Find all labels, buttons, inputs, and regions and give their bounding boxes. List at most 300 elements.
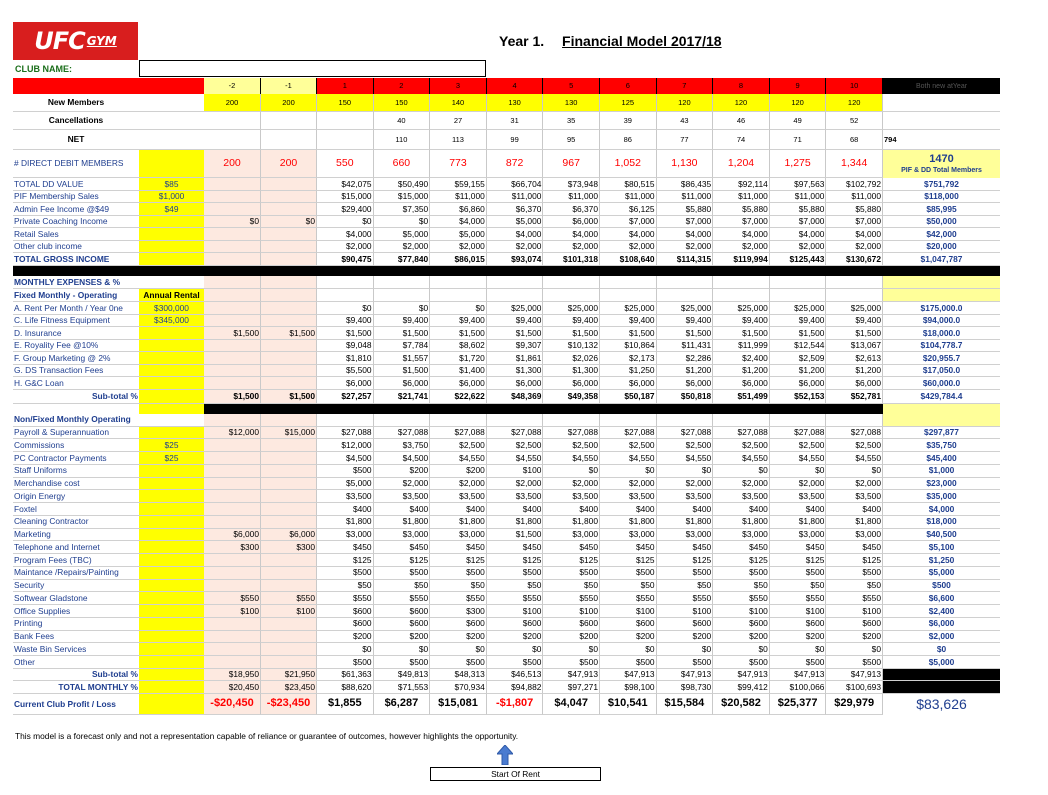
value-cell xyxy=(770,276,827,289)
rate-cell xyxy=(139,150,204,178)
value-cell: $2,000 xyxy=(770,241,827,254)
value-cell: $400 xyxy=(430,503,487,516)
value-cell: $1,855 xyxy=(317,694,374,715)
value-cell xyxy=(770,289,827,302)
value-cell: $200 xyxy=(657,631,714,644)
value-cell: $12,544 xyxy=(770,340,827,353)
value-cell: $1,800 xyxy=(826,516,883,529)
value-cell: $11,000 xyxy=(600,191,657,204)
value-cell: $0 xyxy=(543,465,600,478)
value-cell xyxy=(204,253,261,266)
value-cell: $500 xyxy=(487,656,544,669)
row-label: C. Life Fitness Equipment xyxy=(13,315,139,328)
value-cell: $6,000 xyxy=(261,529,317,542)
value-cell: $0 xyxy=(374,643,431,656)
value-cell: -$20,450 xyxy=(204,694,261,715)
value-cell: $1,800 xyxy=(317,516,374,529)
value-cell: $27,088 xyxy=(657,427,714,440)
value-cell: $6,000 xyxy=(374,377,431,390)
value-cell: $3,500 xyxy=(487,490,544,503)
value-cell: $600 xyxy=(317,618,374,631)
row-label: PIF Membership Sales xyxy=(13,191,139,204)
value-cell: $50 xyxy=(487,580,544,593)
value-cell: $50 xyxy=(713,580,770,593)
value-cell: $1,800 xyxy=(657,516,714,529)
value-cell: $450 xyxy=(374,541,431,554)
row-label: Printing xyxy=(13,618,139,631)
row-label: Current Club Profit / Loss xyxy=(13,694,139,715)
total-cell: $429,784.4 xyxy=(883,390,1000,404)
value-cell xyxy=(204,340,261,353)
value-cell: $450 xyxy=(826,541,883,554)
rate-cell xyxy=(139,365,204,378)
value-cell: $6,000 xyxy=(317,377,374,390)
table-row xyxy=(13,618,1000,631)
value-cell: $1,800 xyxy=(374,516,431,529)
value-cell: $20,450 xyxy=(204,681,261,694)
value-cell: $7,000 xyxy=(600,216,657,229)
table-row xyxy=(13,365,1000,378)
row-label: Admin Fee Income @$49 xyxy=(13,203,139,216)
value-cell xyxy=(204,490,261,503)
page-title xyxy=(499,33,722,49)
value-cell: $6,000 xyxy=(487,377,544,390)
value-cell xyxy=(713,414,770,427)
value-cell xyxy=(487,414,544,427)
value-cell: $7,000 xyxy=(657,216,714,229)
value-cell: $11,000 xyxy=(826,191,883,204)
value-cell: $100,066 xyxy=(770,681,827,694)
value-cell: $5,000 xyxy=(430,228,487,241)
value-cell: $0 xyxy=(657,643,714,656)
row-label: Program Fees (TBC) xyxy=(13,554,139,567)
value-cell: $400 xyxy=(543,503,600,516)
table-row xyxy=(13,439,1000,452)
value-cell: 550 xyxy=(317,150,374,178)
row-label: G. DS Transaction Fees xyxy=(13,365,139,378)
value-cell xyxy=(261,567,317,580)
value-cell: $9,400 xyxy=(317,315,374,328)
value-cell xyxy=(261,478,317,491)
value-cell: $3,000 xyxy=(374,529,431,542)
value-cell: $6,000 xyxy=(770,377,827,390)
value-cell: 74 xyxy=(713,130,770,150)
value-cell: $1,300 xyxy=(543,365,600,378)
rate-cell xyxy=(139,253,204,266)
value-cell: $450 xyxy=(487,541,544,554)
value-cell: $130,672 xyxy=(826,253,883,266)
total-cell: $50,000 xyxy=(883,216,1000,229)
row-label: A. Rent Per Month / Year 0ne xyxy=(13,302,139,315)
value-cell: $47,913 xyxy=(600,669,657,682)
total-cell: $5,000 xyxy=(883,567,1000,580)
value-cell: $1,800 xyxy=(770,516,827,529)
value-cell: $98,730 xyxy=(657,681,714,694)
rate-cell: $345,000 xyxy=(139,315,204,328)
value-cell: $1,500 xyxy=(374,365,431,378)
value-cell: $21,741 xyxy=(374,390,431,404)
total-cell xyxy=(883,669,1000,682)
value-cell: $11,000 xyxy=(430,191,487,204)
value-cell: $25,000 xyxy=(713,302,770,315)
value-cell xyxy=(204,228,261,241)
table-cell xyxy=(139,404,204,414)
row-label: New Members xyxy=(13,94,139,112)
value-cell: $6,000 xyxy=(826,377,883,390)
total-cell xyxy=(883,414,1000,427)
table-row xyxy=(13,150,1000,178)
value-cell: 68 xyxy=(826,130,883,150)
row-label: TOTAL DD VALUE xyxy=(13,178,139,191)
club-name-field[interactable] xyxy=(139,60,486,77)
value-cell: $0 xyxy=(770,643,827,656)
rate-cell xyxy=(139,554,204,567)
value-cell: $9,400 xyxy=(657,315,714,328)
value-cell: 27 xyxy=(430,112,487,130)
value-cell: 39 xyxy=(600,112,657,130)
value-cell: $0 xyxy=(826,643,883,656)
value-cell: $0 xyxy=(713,643,770,656)
total-cell: $2,000 xyxy=(883,631,1000,644)
value-cell: $600 xyxy=(826,618,883,631)
value-cell: 49 xyxy=(770,112,827,130)
value-cell: $2,000 xyxy=(374,478,431,491)
total-cell: $0 xyxy=(883,643,1000,656)
table-cell xyxy=(13,78,139,94)
table-row xyxy=(13,404,1000,414)
value-cell: $4,550 xyxy=(713,452,770,465)
value-cell: $50,187 xyxy=(600,390,657,404)
value-cell: $300 xyxy=(430,605,487,618)
rate-cell xyxy=(139,516,204,529)
month-header: 10 xyxy=(826,78,883,94)
value-cell: $450 xyxy=(770,541,827,554)
rate-cell xyxy=(139,580,204,593)
total-cell: $104,778.7 xyxy=(883,340,1000,353)
row-label: NET xyxy=(13,130,139,150)
total-cell: $60,000.0 xyxy=(883,377,1000,390)
value-cell: $1,800 xyxy=(600,516,657,529)
value-cell xyxy=(204,352,261,365)
value-cell: $600 xyxy=(374,605,431,618)
value-cell: $125 xyxy=(826,554,883,567)
table-row xyxy=(13,452,1000,465)
value-cell: 52 xyxy=(826,112,883,130)
value-cell: $400 xyxy=(600,503,657,516)
value-cell xyxy=(317,276,374,289)
value-cell: $2,500 xyxy=(713,439,770,452)
total-cell: $118,000 xyxy=(883,191,1000,204)
value-cell: $2,000 xyxy=(543,241,600,254)
total-cell xyxy=(883,150,1000,178)
row-label: E. Royality Fee @10% xyxy=(13,340,139,353)
value-cell xyxy=(261,414,317,427)
value-cell: 1,275 xyxy=(770,150,827,178)
rate-cell xyxy=(139,94,204,112)
table-row xyxy=(13,669,1000,682)
value-cell: $500 xyxy=(317,465,374,478)
row-label: Softwear Gladstone xyxy=(13,592,139,605)
rate-cell xyxy=(139,618,204,631)
rate-cell xyxy=(139,669,204,682)
value-cell: $6,370 xyxy=(543,203,600,216)
value-cell: 130 xyxy=(543,94,600,112)
value-cell xyxy=(261,580,317,593)
value-cell: $450 xyxy=(713,541,770,554)
value-cell: $7,000 xyxy=(826,216,883,229)
value-cell xyxy=(317,130,374,150)
value-cell: $125 xyxy=(317,554,374,567)
value-cell: $1,800 xyxy=(713,516,770,529)
value-cell xyxy=(204,130,261,150)
value-cell: $2,500 xyxy=(770,439,827,452)
value-cell: $450 xyxy=(543,541,600,554)
value-cell: $98,100 xyxy=(600,681,657,694)
value-cell: $1,250 xyxy=(600,365,657,378)
value-cell: $600 xyxy=(487,618,544,631)
total-cell: 794 xyxy=(883,130,1000,150)
value-cell: $9,400 xyxy=(374,315,431,328)
value-cell: $15,000 xyxy=(374,191,431,204)
total-cell: $751,792 xyxy=(883,178,1000,191)
value-cell: 1,130 xyxy=(657,150,714,178)
value-cell: $200 xyxy=(713,631,770,644)
row-label: PC Contractor Payments xyxy=(13,452,139,465)
value-cell: $21,950 xyxy=(261,669,317,682)
value-cell: $1,200 xyxy=(657,365,714,378)
value-cell: $600 xyxy=(374,618,431,631)
rate-cell xyxy=(139,216,204,229)
row-label: Commissions xyxy=(13,439,139,452)
value-cell: 200 xyxy=(204,94,261,112)
value-cell: $450 xyxy=(600,541,657,554)
table-row xyxy=(13,94,1000,112)
row-label: Retail Sales xyxy=(13,228,139,241)
value-cell: $0 xyxy=(657,465,714,478)
value-cell: 1,052 xyxy=(600,150,657,178)
value-cell: $11,431 xyxy=(657,340,714,353)
value-cell: $550 xyxy=(600,592,657,605)
value-cell: $10,132 xyxy=(543,340,600,353)
value-cell: $1,500 xyxy=(600,327,657,340)
value-cell: $51,499 xyxy=(713,390,770,404)
value-cell: $6,000 xyxy=(543,216,600,229)
total-cell: $85,995 xyxy=(883,203,1000,216)
club-name-label: CLUB NAME: xyxy=(15,64,72,74)
value-cell: $6,000 xyxy=(713,377,770,390)
value-cell: 99 xyxy=(487,130,544,150)
value-cell: $27,088 xyxy=(543,427,600,440)
value-cell: $97,563 xyxy=(770,178,827,191)
row-label: Staff Uniforms xyxy=(13,465,139,478)
value-cell: $4,047 xyxy=(543,694,600,715)
value-cell: $15,081 xyxy=(430,694,487,715)
value-cell: $125 xyxy=(430,554,487,567)
total-cell: $6,000 xyxy=(883,618,1000,631)
table-row xyxy=(13,327,1000,340)
table-row xyxy=(13,191,1000,204)
value-cell: $11,000 xyxy=(487,191,544,204)
value-cell: $125 xyxy=(487,554,544,567)
logo-brand: UFC xyxy=(34,27,85,55)
table-row xyxy=(13,112,1000,130)
value-cell: $600 xyxy=(657,618,714,631)
rate-cell xyxy=(139,567,204,580)
value-cell: $10,864 xyxy=(600,340,657,353)
total-header-label: Both new at xyxy=(915,82,953,90)
value-cell: $400 xyxy=(713,503,770,516)
rate-cell xyxy=(139,656,204,669)
table-row xyxy=(13,390,1000,404)
value-cell xyxy=(204,503,261,516)
value-cell: $2,500 xyxy=(430,439,487,452)
rate-cell xyxy=(139,377,204,390)
row-label: Marketing xyxy=(13,529,139,542)
table-cell xyxy=(883,404,1000,414)
value-cell: $500 xyxy=(713,656,770,669)
value-cell xyxy=(261,618,317,631)
value-cell xyxy=(317,414,374,427)
value-cell xyxy=(204,112,261,130)
value-cell: $1,200 xyxy=(826,365,883,378)
value-cell: $1,500 xyxy=(826,327,883,340)
value-cell: $100 xyxy=(261,605,317,618)
rate-cell xyxy=(139,390,204,404)
value-cell: $3,000 xyxy=(600,529,657,542)
table-row xyxy=(13,241,1000,254)
value-cell xyxy=(543,289,600,302)
value-cell xyxy=(204,289,261,302)
value-cell: $7,784 xyxy=(374,340,431,353)
value-cell: $0 xyxy=(204,216,261,229)
value-cell: $400 xyxy=(826,503,883,516)
value-cell: $97,271 xyxy=(543,681,600,694)
value-cell: $1,500 xyxy=(657,327,714,340)
value-cell: $0 xyxy=(770,465,827,478)
value-cell: $15,584 xyxy=(657,694,714,715)
value-cell: 71 xyxy=(770,130,827,150)
value-cell xyxy=(261,203,317,216)
table-row xyxy=(13,516,1000,529)
value-cell: $4,500 xyxy=(317,452,374,465)
total-cell: $40,500 xyxy=(883,529,1000,542)
value-cell: $1,300 xyxy=(487,365,544,378)
row-label: Other club income xyxy=(13,241,139,254)
value-cell: 95 xyxy=(543,130,600,150)
value-cell: $3,500 xyxy=(430,490,487,503)
value-cell: $9,307 xyxy=(487,340,544,353)
value-cell: $6,000 xyxy=(543,377,600,390)
value-cell: $600 xyxy=(317,605,374,618)
value-cell xyxy=(713,276,770,289)
value-cell xyxy=(261,289,317,302)
value-cell: 43 xyxy=(657,112,714,130)
value-cell: $71,553 xyxy=(374,681,431,694)
value-cell: 120 xyxy=(770,94,827,112)
table-row xyxy=(13,554,1000,567)
value-cell: 120 xyxy=(657,94,714,112)
table-row xyxy=(13,605,1000,618)
table-row xyxy=(13,529,1000,542)
value-cell: $1,500 xyxy=(261,327,317,340)
value-cell: $550 xyxy=(826,592,883,605)
value-cell: $11,000 xyxy=(543,191,600,204)
value-cell: 967 xyxy=(543,150,600,178)
value-cell: $1,800 xyxy=(487,516,544,529)
value-cell: $500 xyxy=(600,567,657,580)
value-cell: $500 xyxy=(430,567,487,580)
table-row xyxy=(13,216,1000,229)
value-cell: $500 xyxy=(826,656,883,669)
value-cell: $200 xyxy=(374,465,431,478)
value-cell xyxy=(204,315,261,328)
value-cell: $600 xyxy=(713,618,770,631)
value-cell: 1,344 xyxy=(826,150,883,178)
table-row xyxy=(13,465,1000,478)
rate-cell: Annual Rental xyxy=(139,289,204,302)
value-cell xyxy=(204,478,261,491)
value-cell xyxy=(261,365,317,378)
value-cell: $5,880 xyxy=(770,203,827,216)
table-row xyxy=(13,178,1000,191)
value-cell: $13,067 xyxy=(826,340,883,353)
value-cell xyxy=(204,618,261,631)
value-cell xyxy=(261,228,317,241)
value-cell xyxy=(204,439,261,452)
value-cell xyxy=(261,112,317,130)
rate-cell xyxy=(139,694,204,715)
value-cell xyxy=(204,465,261,478)
value-cell: $1,500 xyxy=(770,327,827,340)
value-cell: $2,000 xyxy=(487,478,544,491)
table-row xyxy=(13,340,1000,353)
value-cell: $4,000 xyxy=(770,228,827,241)
value-cell: $2,000 xyxy=(543,478,600,491)
value-cell: $500 xyxy=(657,567,714,580)
rate-cell xyxy=(139,541,204,554)
value-cell: $100 xyxy=(487,605,544,618)
table-cell xyxy=(13,404,139,414)
value-cell: $4,550 xyxy=(770,452,827,465)
rate-cell xyxy=(139,681,204,694)
row-label: TOTAL MONTHLY % xyxy=(13,681,139,694)
rate-cell xyxy=(139,414,204,427)
value-cell: $11,000 xyxy=(657,191,714,204)
title-year: Year 1. xyxy=(499,33,545,49)
value-cell: $25,000 xyxy=(543,302,600,315)
rate-cell xyxy=(139,529,204,542)
value-cell: $300 xyxy=(261,541,317,554)
value-cell xyxy=(543,276,600,289)
row-label: Maintance /Repairs/Painting xyxy=(13,567,139,580)
value-cell xyxy=(204,554,261,567)
value-cell xyxy=(430,276,487,289)
table-row xyxy=(13,643,1000,656)
value-cell: $0 xyxy=(430,643,487,656)
value-cell xyxy=(261,490,317,503)
value-cell: $88,620 xyxy=(317,681,374,694)
rate-cell xyxy=(139,340,204,353)
value-cell: $3,500 xyxy=(713,490,770,503)
value-cell: $92,114 xyxy=(713,178,770,191)
value-cell: $6,000 xyxy=(430,377,487,390)
arrow-up-icon xyxy=(497,745,513,765)
value-cell: $3,000 xyxy=(317,529,374,542)
value-cell: $1,200 xyxy=(770,365,827,378)
title-model: Financial Model 2017/18 xyxy=(562,33,722,49)
value-cell: $4,000 xyxy=(487,228,544,241)
value-cell: $500 xyxy=(543,567,600,580)
